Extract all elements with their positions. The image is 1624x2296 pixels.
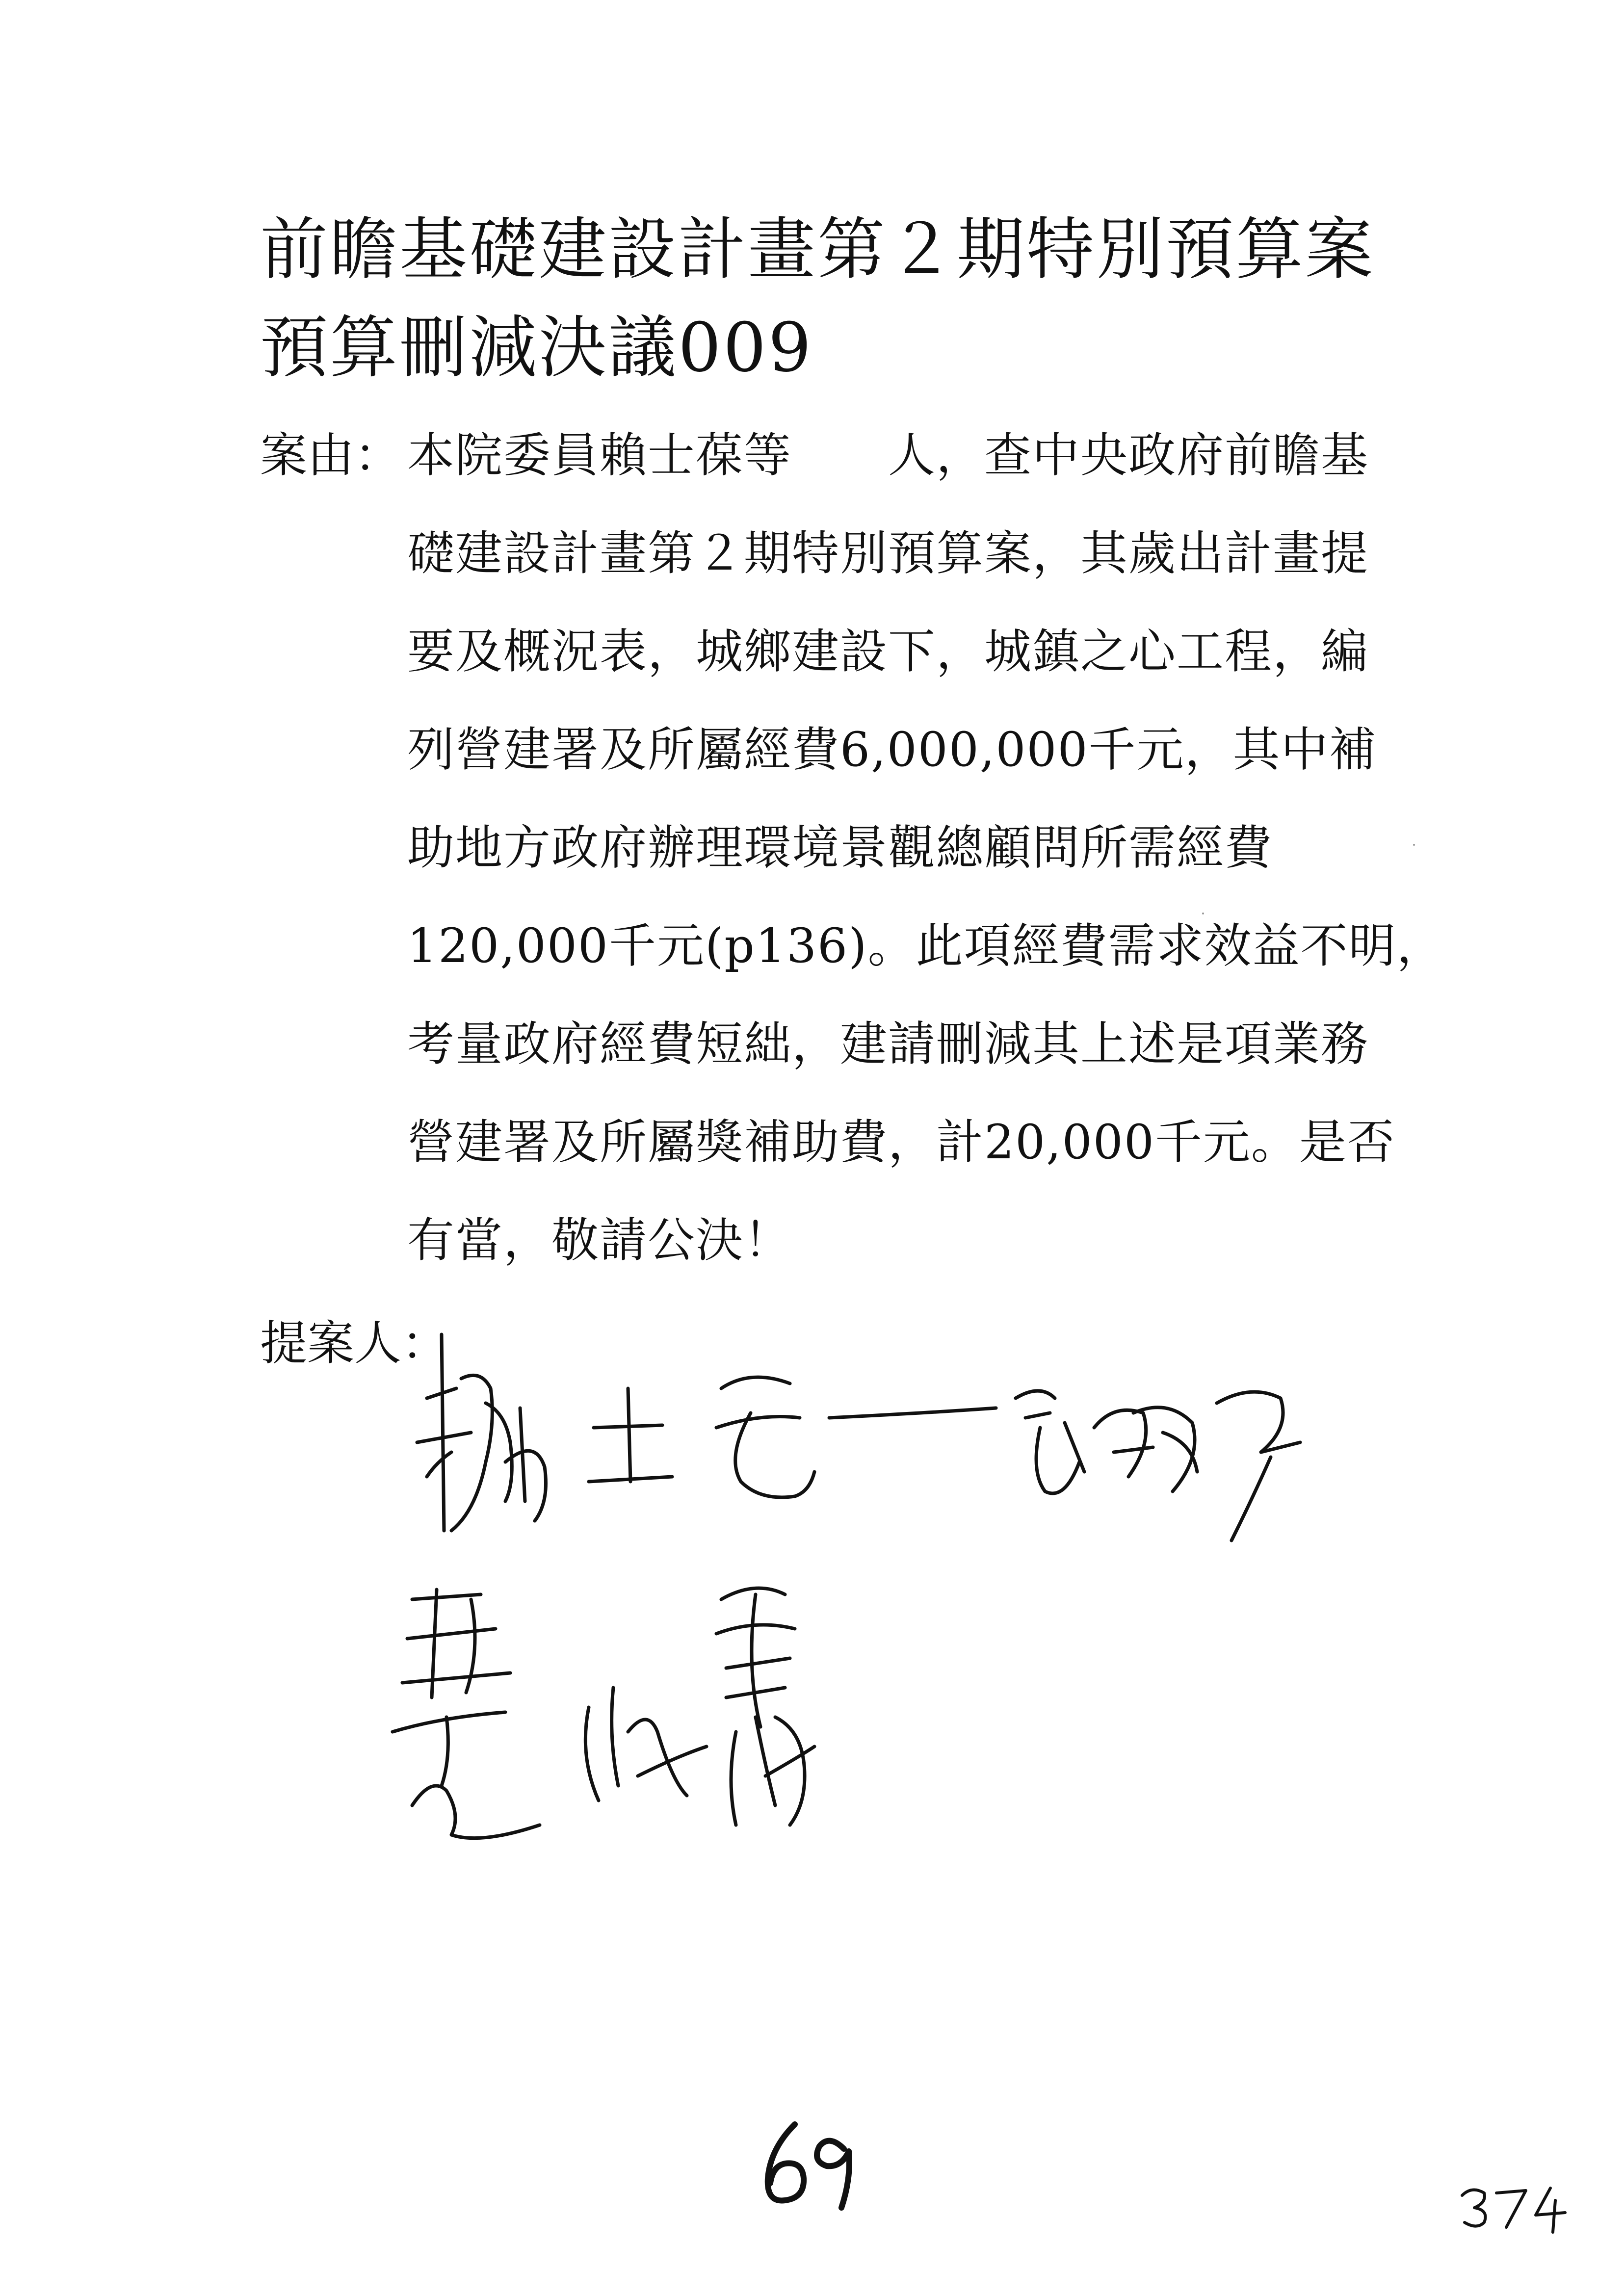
body-line: 助地方政府辦理環境景觀總顧問所需經費 bbox=[407, 820, 1273, 875]
scan-speck bbox=[1202, 913, 1204, 914]
body-line: 礎建設計畫第２期特別預算案，其歲出計畫提 bbox=[407, 526, 1369, 581]
body-line: 考量政府經費短絀，建請刪減其上述是項業務 bbox=[407, 1017, 1369, 1071]
body-line: 120,000千元(p136)。此項經費需求效益不明， bbox=[407, 918, 1445, 973]
proposer-signature-2 bbox=[383, 1570, 962, 1864]
proposer-label: 提案人： bbox=[260, 1316, 448, 1371]
scan-speck bbox=[1413, 844, 1415, 846]
proposer-signature-1 bbox=[407, 1315, 1364, 1560]
handwritten-corner-mark bbox=[1457, 2178, 1570, 2237]
body-line: 營建署及所屬獎補助費，計20,000千元。是否 bbox=[407, 1115, 1395, 1170]
document-title-line-2: 預算刪減決議009 bbox=[260, 308, 813, 387]
reason-label: 案由： bbox=[260, 428, 401, 483]
body-line: 列營建署及所屬經費6,000,000千元，其中補 bbox=[407, 722, 1377, 777]
document-title-line-1: 前瞻基礎建設計畫第２期特別預算案 bbox=[260, 210, 1375, 289]
body-line: 本院委員賴士葆等 人，查中央政府前瞻基 bbox=[407, 428, 1369, 483]
handwritten-page-number bbox=[751, 2105, 873, 2213]
body-line: 要及概況表，城鄉建設下，城鎮之心工程，編 bbox=[407, 624, 1369, 679]
body-line: 有當，敬請公決！ bbox=[407, 1213, 792, 1268]
